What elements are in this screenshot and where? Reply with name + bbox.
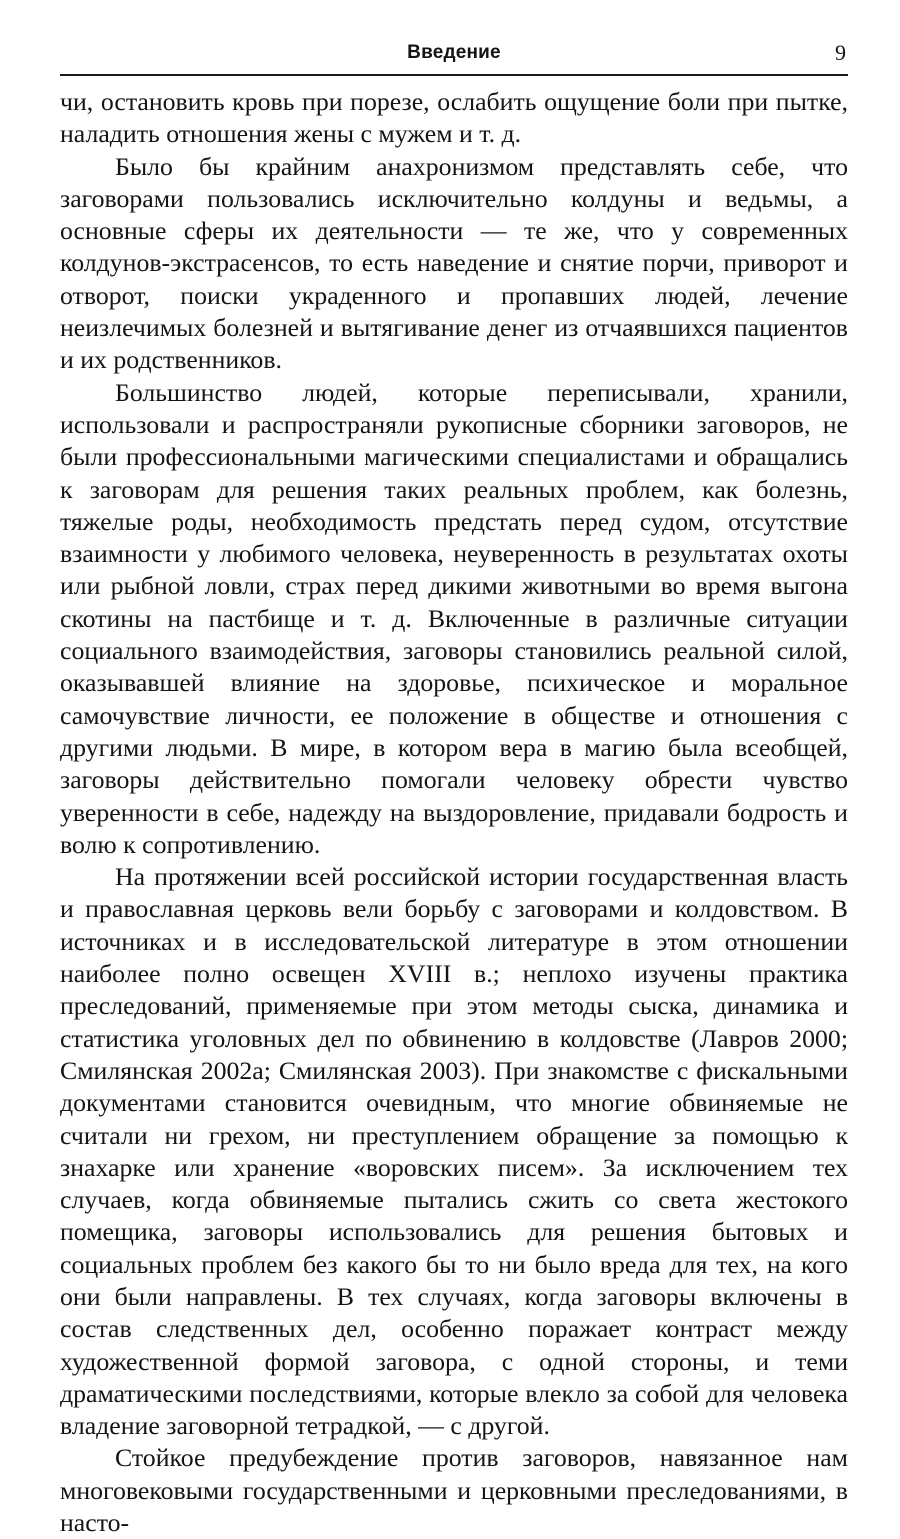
paragraph: Большинство людей, которые переписывали, хранили, использовали и распространяли рукописные сборники заговоров, не были профессиональными магическими специалистами и обращались к заговорам для решения таких реальных проблем, как болезнь, тяжелые роды, необходимость предстать перед судом, отсутствие взаимности у любимого человека, неуверенность в результатах охоты или рыбной ловли, страх перед дикими животными во время выгона скотины на пастбище и т. д. Включенные в различные ситуации социального взаимодействия, заговоры становились реальной силой, оказывавшей влияние на здоровье, психическое и моральное самочувствие личности, ее положение в обществе и отношения с другими людьми. В мире, в котором вера в магию была всеобщей, заговоры действительно помогали человеку обрести чувство уверенности в себе, надежду на выздоровление, придавали бодрость и волю к сопротивлению. bbox=[60, 377, 848, 859]
page-number: 9 bbox=[835, 40, 846, 65]
book-page bbox=[60, 38, 848, 1539]
section-title: Введение bbox=[407, 42, 501, 63]
paragraph-continued-next-page: Стойкое предубеждение против заговоров, навязанное нам многовековыми государственными и церковными преследованиями, в насто- bbox=[60, 1443, 848, 1538]
paragraph: На протяжении всей российской истории государственная власть и православная церковь вели борьбу с заговорами и колдовством. В источниках и в исследовательской литературе в этом отношении наиболее полно освещен XVIII в.; неплохо изучены практика преследований, применяемые при этом методы сыска, динамика и статистика уголовных дел по обвинению в колдовстве (Лавров 2000; Смилянская 2002а; Смилянская 2003). При знакомстве с фискальными документами становится очевидным, что многие обвиняемые не считали ни грехом, ни преступлением обращение за помощью к знахарке или хранение «воровских писем». За исключением тех случаев, когда обвиняемые пытались сжить со света жестокого помещика, заговоры использовались для решения бытовых и социальных проблем без какого бы то ни было вреда для тех, на кого они были направлены. В тех случаях, когда заговоры включены в состав следственных дел, особенно поражает контраст между художественной формой заговора, с одной стороны, и теми драматическими последствиями, которые влекло за собой для человека владение заговорной тетрадкой, — с другой. bbox=[60, 862, 848, 1441]
paragraph: Было бы крайним анахронизмом представлять себе, что заговорами пользовались исключительно колдуны и ведьмы, а основные сферы их деятельности — те же, что у современных колдунов-экстрасенсов, то есть наведение и снятие порчи, приворот и отворот, поиски украденного и пропавших людей, лечение неизлечимых болезней и вытягивание денег из отчаявшихся пациентов и их родственников. bbox=[60, 151, 848, 375]
paragraph-continuation: чи, остановить кровь при порезе, ослабить ощущение боли при пытке, наладить отношения жены с мужем и т. д. bbox=[60, 87, 848, 149]
running-head bbox=[60, 38, 848, 76]
body-text bbox=[60, 86, 848, 1539]
